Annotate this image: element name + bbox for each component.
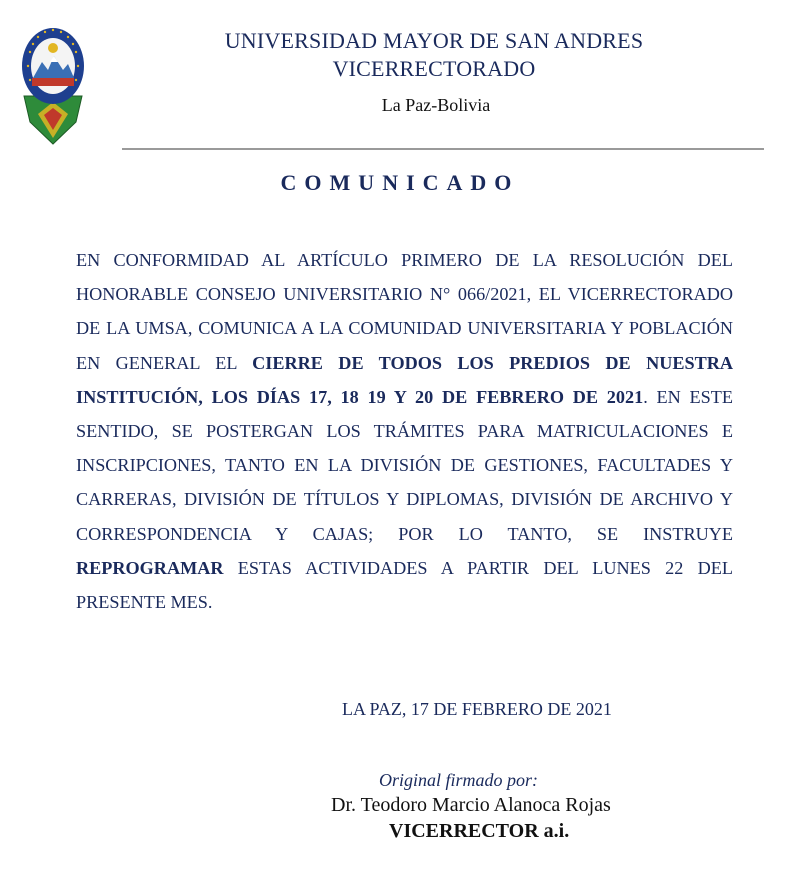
body-text-part-1: EN CONFORMIDAD AL ARTÍCULO PRIMERO DE LA RESOLUCIÓN DEL HONORABLE CONSEJO UNIVERSITARIO N° 066/2021, EL VICERRECTORADO DE LA UMSA, COMUNICA A LA COMUNIDAD UNIVERSITARIA Y POBLACIÓN EN GENERAL EL <box>76 250 733 373</box>
city-line: La Paz-Bolivia <box>381 95 491 115</box>
date-line: LA PAZ, 17 DE FEBRERO DE 2021 <box>342 699 612 719</box>
body-text-part-3: ESTAS ACTIVIDADES A PARTIR DEL LUNES 22 DEL PRESENTE MES. <box>76 557 733 613</box>
header-divider <box>122 148 764 150</box>
body-bold-closure: CIERRE DE TODOS LOS PREDIOS DE NUESTRA INSTITUCIÓN, LOS DÍAS 17, 18 19 Y 20 DE FEBRERO DE 2021 <box>76 352 733 407</box>
announcement-body <box>76 243 733 619</box>
signed-by-label: Original firmado por: <box>379 770 539 790</box>
body-bold-reprogram: REPROGRAMAR <box>76 557 224 578</box>
body-text-part-2: . EN ESTE SENTIDO, SE POSTERGAN LOS TRÁMITES PARA MATRICULACIONES E INSCRIPCIONES, TANTO EN LA DIVISIÓN DE GESTIONES, FACULTADES Y CARRERAS, DIVISIÓN DE TÍTULOS Y DIPLOMAS, DIVISIÓN DE ARCHIVO Y CORRESPONDENCIA Y CAJAS; POR LO TANTO, SE INSTRUYE <box>76 386 733 544</box>
signer-name: Dr. Teodoro Marcio Alanoca Rojas <box>331 794 611 816</box>
university-name: UNIVERSIDAD MAYOR DE SAN ANDRES <box>224 28 644 53</box>
document-title: COMUNICADO <box>280 170 520 195</box>
office-name: VICERRECTORADO <box>332 56 536 81</box>
signer-title: VICERRECTOR a.i. <box>389 820 570 842</box>
